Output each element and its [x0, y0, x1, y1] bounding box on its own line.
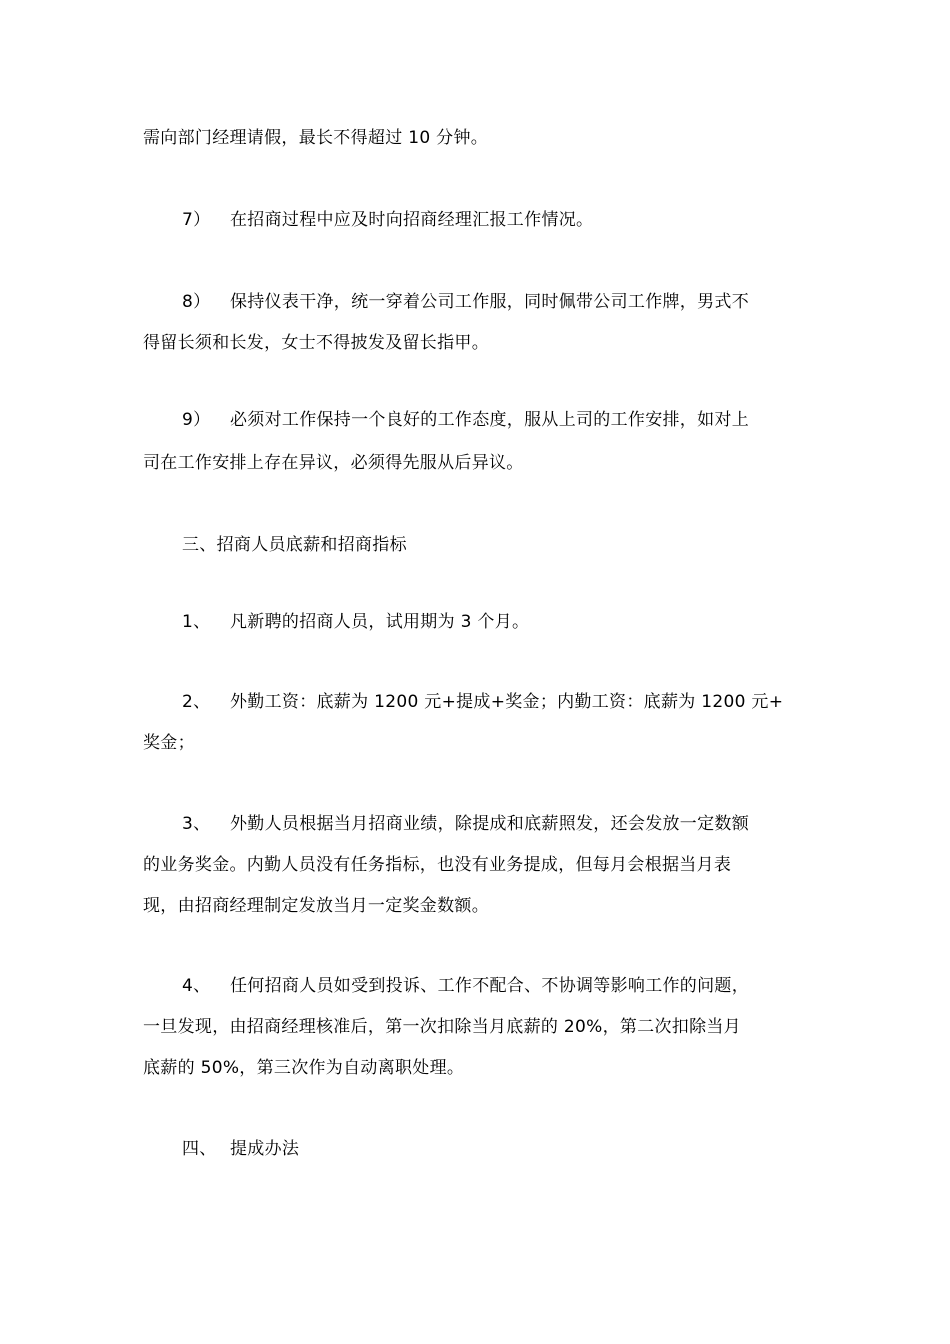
list-item-3-2	[182, 692, 852, 712]
list-item-text: 保持仪表干净，统一穿着公司工作服，同时佩带公司工作牌，男式不	[230, 292, 749, 312]
paragraph-line	[143, 128, 813, 148]
list-item-3-3-continuation	[143, 896, 813, 916]
section-heading-3	[182, 535, 852, 555]
list-item-9	[182, 410, 852, 430]
list-item-text: 奖金；	[143, 733, 195, 753]
list-number: 8）	[182, 292, 211, 312]
section-number: 四、	[182, 1139, 217, 1159]
list-number: 1、	[182, 612, 211, 632]
list-item-text: 凡新聘的招商人员，试用期为 3 个月。	[230, 612, 530, 632]
list-item-3-4-continuation	[143, 1017, 813, 1037]
section-heading-text: 三、招商人员底薪和招商指标	[182, 535, 407, 555]
list-item-text: 外勤人员根据当月招商业绩，除提成和底薪照发，还会发放一定数额	[230, 814, 749, 834]
list-item-text: 外勤工资：底薪为 1200 元+提成+奖金；内勤工资：底薪为 1200 元+	[230, 692, 784, 712]
list-item-7	[182, 210, 852, 230]
list-number: 9）	[182, 410, 211, 430]
list-item-text: 的业务奖金。内勤人员没有任务指标，也没有业务提成，但每月会根据当月表	[143, 855, 732, 875]
list-item-3-1	[182, 612, 852, 632]
list-number: 2、	[182, 692, 211, 712]
list-number: 7）	[182, 210, 211, 230]
list-item-3-2-continuation	[143, 733, 813, 753]
list-item-text: 司在工作安排上存在异议，必须得先服从后异议。	[143, 453, 524, 473]
list-item-text: 底薪的 50%，第三次作为自动离职处理。	[143, 1058, 465, 1078]
list-item-text: 现，由招商经理制定发放当月一定奖金数额。	[143, 896, 489, 916]
list-item-text: 得留长须和长发，女士不得披发及留长指甲。	[143, 333, 489, 353]
list-item-text: 必须对工作保持一个良好的工作态度，服从上司的工作安排，如对上	[230, 410, 749, 430]
list-item-text: 任何招商人员如受到投诉、工作不配合、不协调等影响工作的问题，	[230, 976, 749, 996]
list-item-text: 在招商过程中应及时向招商经理汇报工作情况。	[230, 210, 594, 230]
list-item-3-3	[182, 814, 852, 834]
list-item-8-continuation	[143, 333, 813, 353]
list-number: 4、	[182, 976, 211, 996]
list-item-3-4	[182, 976, 852, 996]
list-number: 3、	[182, 814, 211, 834]
list-item-3-4-continuation	[143, 1058, 813, 1078]
section-heading-text: 提成办法	[230, 1139, 300, 1159]
list-item-9-continuation	[143, 453, 813, 473]
paragraph-text: 需向部门经理请假，最长不得超过 10 分钟。	[143, 128, 489, 148]
list-item-8	[182, 292, 852, 312]
section-heading-4	[182, 1139, 852, 1159]
list-item-text: 一旦发现，由招商经理核准后，第一次扣除当月底薪的 20%，第二次扣除当月	[143, 1017, 741, 1037]
list-item-3-3-continuation	[143, 855, 813, 875]
